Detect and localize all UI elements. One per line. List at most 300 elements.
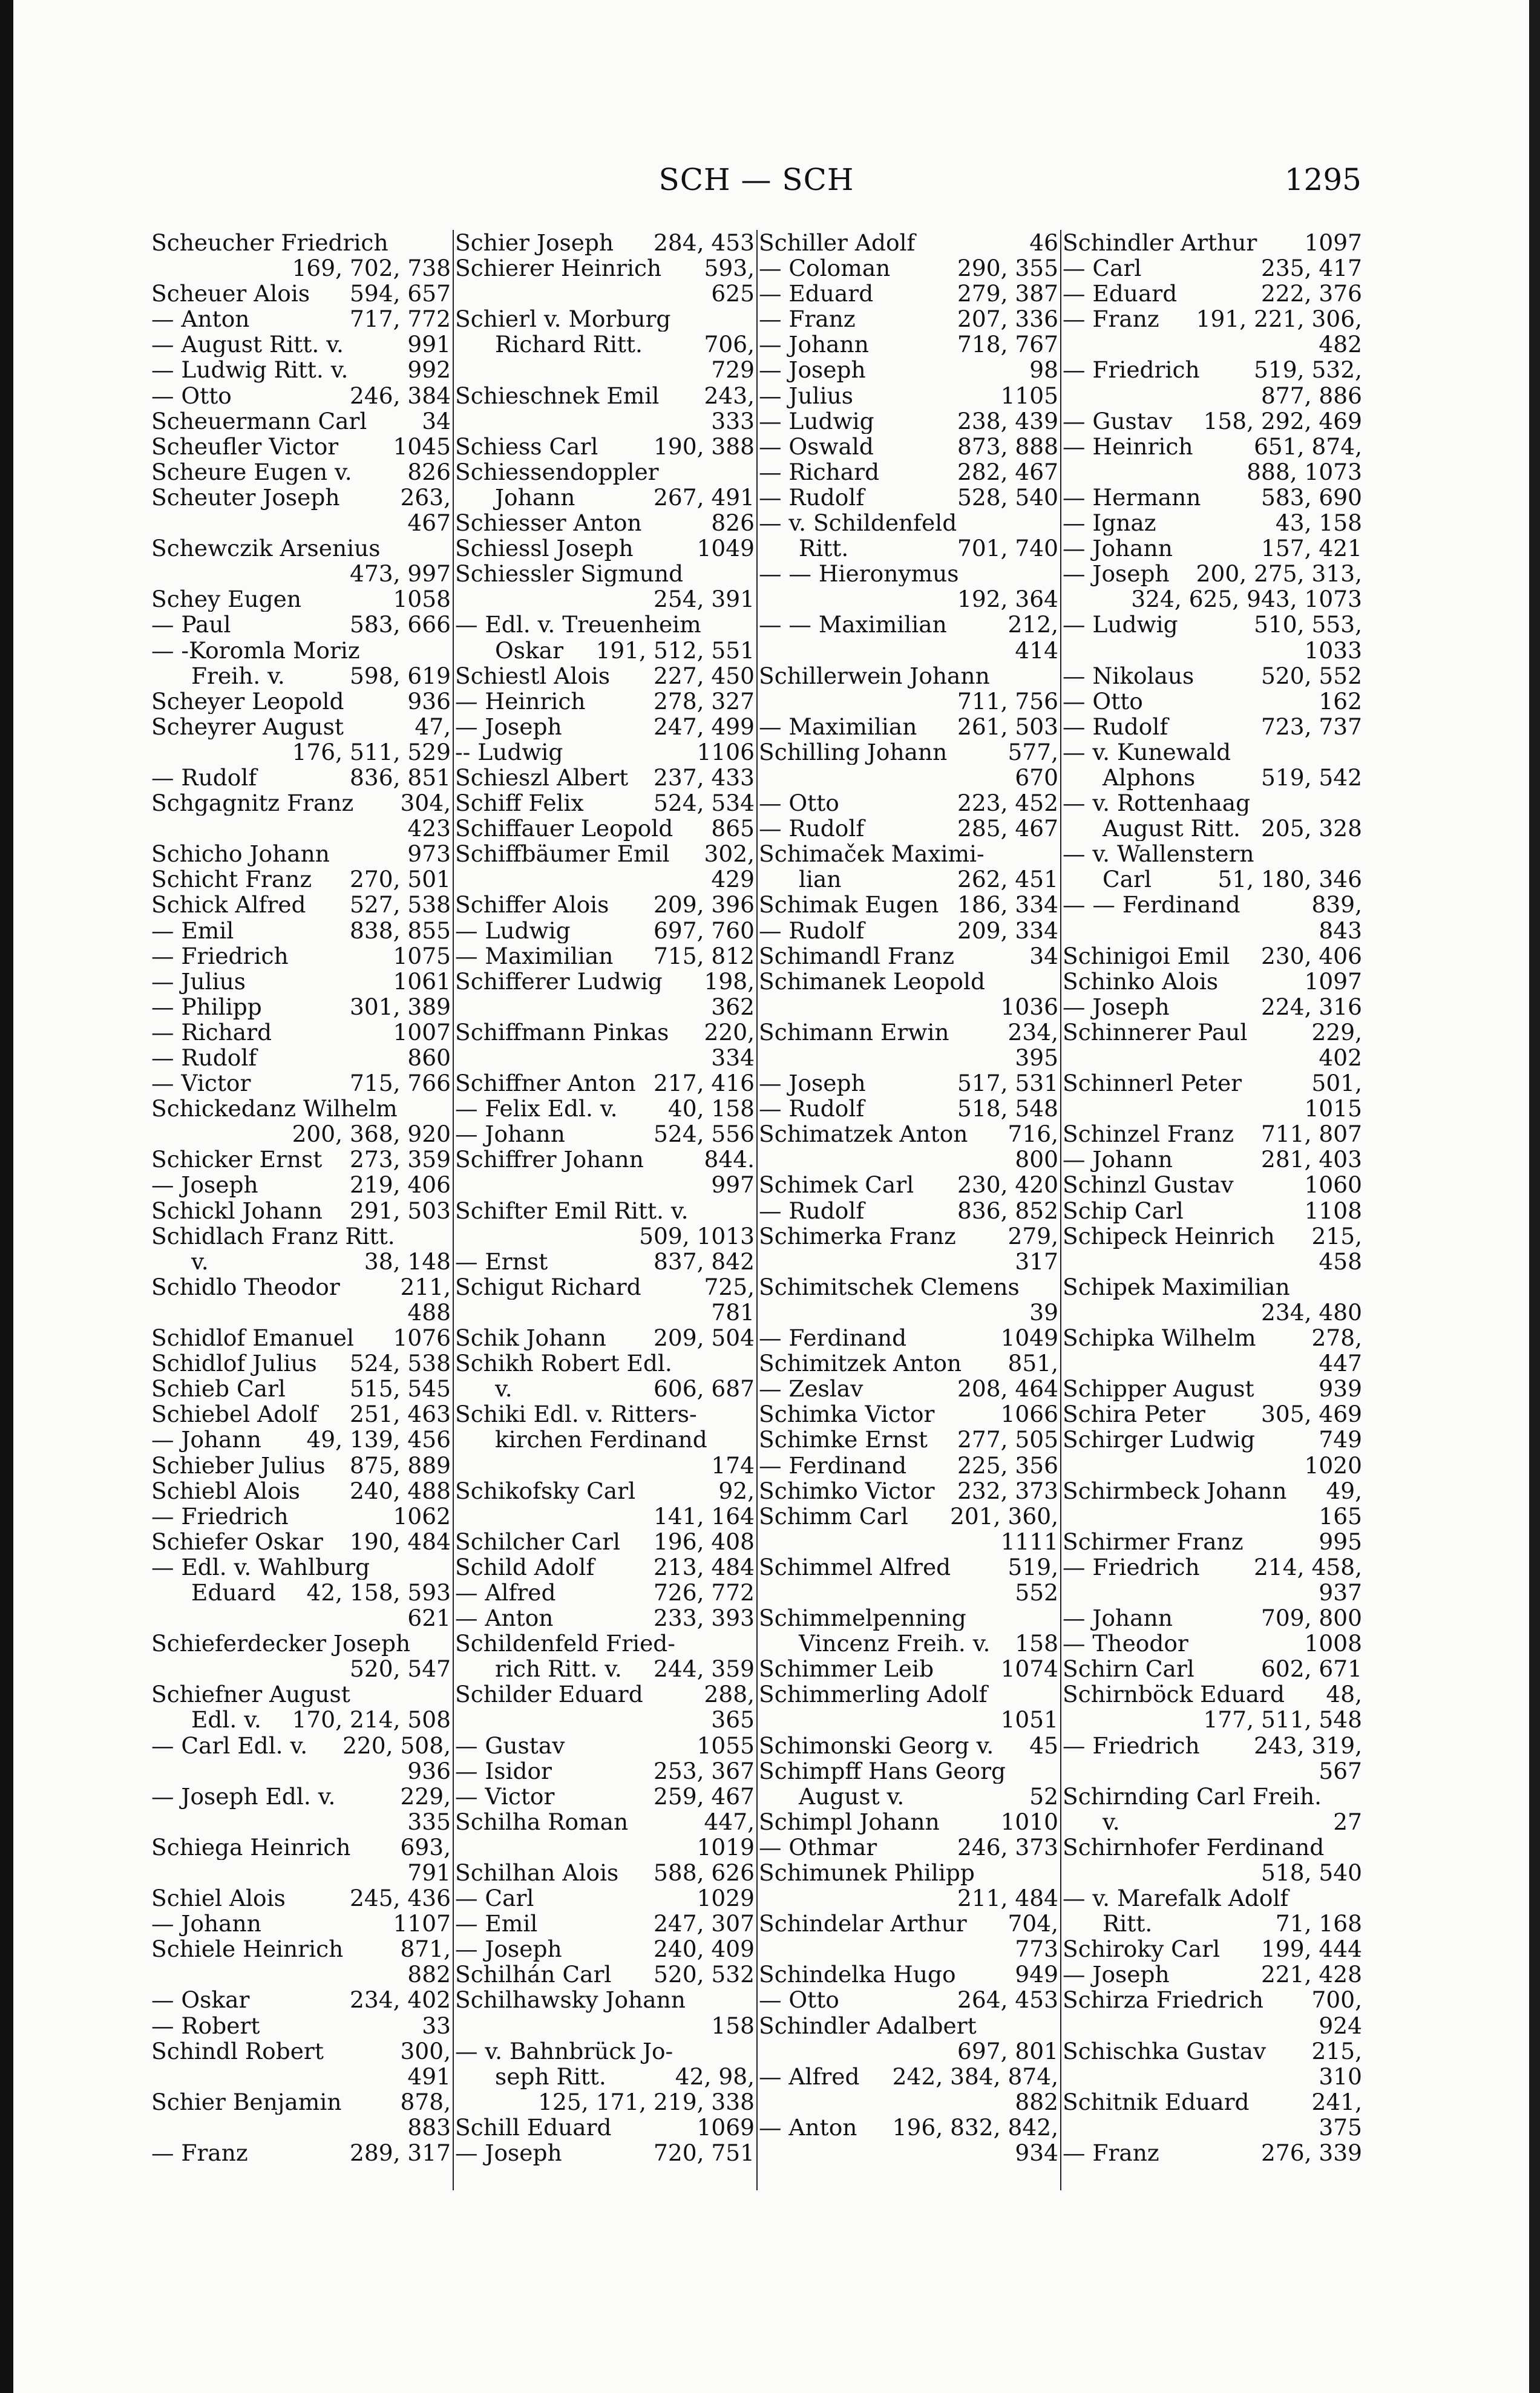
entry-name: — Joseph: [455, 713, 562, 739]
index-entry-line: [455, 689, 755, 714]
entry-name: — Theodor: [1063, 1631, 1188, 1657]
entry-page-refs: 773: [1015, 1936, 1058, 1962]
entry-page-refs: 717, 772: [350, 306, 451, 332]
entry-name: Schip Carl: [1063, 1197, 1184, 1223]
entry-page-refs: 205, 328: [1261, 816, 1362, 842]
index-entry-line: [151, 790, 451, 816]
index-entry-line: [151, 434, 451, 459]
scan-right-edge: [1529, 0, 1540, 2393]
entry-page-refs: 215,: [1311, 2038, 1362, 2064]
index-entry-line: [151, 1936, 451, 1962]
entry-name: Schinko Alois: [1063, 968, 1219, 994]
entry-name: — Johann: [455, 1121, 565, 1147]
entry-page-refs: 709, 800: [1261, 1605, 1362, 1631]
entry-name: — Rudolf: [759, 917, 865, 943]
entry-page-refs: 267, 491: [654, 484, 755, 511]
index-entry-line: [455, 1427, 755, 1452]
entry-page-refs: 1049: [696, 535, 755, 561]
index-entry-line: [455, 1478, 755, 1504]
entry-page-refs: 141, 164: [654, 1503, 755, 1529]
entry-name: — Emil: [455, 1911, 538, 1937]
entry-page-refs: 883: [407, 2114, 451, 2141]
entry-page-refs: 519,: [1008, 1554, 1058, 1580]
entry-page-refs: 781: [711, 1299, 755, 1326]
index-entry-line: [151, 1020, 451, 1045]
entry-page-refs: 1020: [1304, 1452, 1362, 1478]
entry-page-refs: 38, 148: [364, 1248, 451, 1274]
index-entry-line: [1063, 1121, 1362, 1147]
index-entry-line: [151, 561, 451, 586]
entry-page-refs: 1076: [393, 1325, 451, 1351]
entry-name: — Gustav: [1063, 408, 1173, 434]
index-entry-line: [1063, 1809, 1362, 1835]
index-entry-line: [759, 1478, 1058, 1504]
entry-name: Schiele Heinrich: [151, 1936, 344, 1962]
entry-page-refs: 395: [1015, 1045, 1058, 1071]
column-divider: [453, 230, 454, 2190]
entry-name: — Paul: [151, 612, 231, 638]
entry-page-refs: 800: [1015, 1147, 1058, 1173]
index-column-4: [1063, 230, 1362, 2190]
entry-page-refs: 882: [407, 1962, 451, 1988]
index-entry-line: [455, 1045, 755, 1070]
entry-name: — Otto: [759, 1987, 839, 2013]
index-entry-line: [455, 1274, 755, 1300]
index-entry-line: [1063, 1987, 1362, 2012]
index-entry-line: [759, 1401, 1058, 1427]
entry-name: Schischka Gustav: [1063, 2038, 1266, 2064]
entry-page-refs: 263,: [400, 484, 451, 511]
entry-page-refs: 447: [1319, 1350, 1362, 1377]
entry-name: — Franz: [1063, 306, 1159, 332]
entry-name: Alphons: [1103, 764, 1196, 791]
entry-page-refs: 230, 420: [957, 1172, 1058, 1198]
entry-name: Schill Eduard: [455, 2114, 612, 2141]
index-entry-line: [759, 535, 1058, 561]
entry-name: Schieferdecker Joseph: [151, 1631, 411, 1657]
index-entry-line: [759, 306, 1058, 332]
index-entry-line: [1063, 1656, 1362, 1681]
index-entry-line: [455, 1681, 755, 1707]
entry-name: Schinzl Gustav: [1063, 1172, 1234, 1198]
entry-page-refs: 281, 403: [1261, 1147, 1362, 1173]
entry-name: Johann: [495, 484, 575, 511]
entry-name: Schimmel Alfred: [759, 1554, 951, 1580]
entry-name: Schiffbäumer Emil: [455, 841, 670, 867]
index-entry-line: [1063, 663, 1362, 689]
entry-page-refs: 501,: [1311, 1070, 1362, 1096]
entry-name: — Johann: [1063, 1605, 1173, 1631]
index-entry-line: [1063, 2140, 1362, 2165]
entry-page-refs: 190, 388: [654, 433, 755, 459]
entry-page-refs: 229,: [400, 1783, 451, 1809]
entry-page-refs: 520, 532: [654, 1962, 755, 1988]
page-header: [151, 162, 1361, 205]
entry-page-refs: 224, 316: [1261, 994, 1362, 1020]
entry-name: Scheyrer August: [151, 713, 344, 739]
entry-page-refs: 1036: [1000, 994, 1058, 1020]
entry-name: Schimpl Johann: [759, 1809, 940, 1835]
entry-page-refs: 697, 760: [654, 917, 755, 943]
entry-name: Schirnding Carl Freih.: [1063, 1783, 1322, 1809]
entry-name: Schipek Maximilian: [1063, 1274, 1290, 1300]
entry-name: — Philipp: [151, 994, 262, 1020]
entry-name: Schimandl Franz: [759, 943, 955, 969]
index-entry-line: [1063, 1529, 1362, 1554]
index-entry-line: [1063, 1096, 1362, 1121]
entry-name: — Johann: [1063, 1147, 1173, 1173]
entry-name: Schindler Arthur: [1063, 230, 1257, 256]
entry-name: — Edl. v. Wahlburg: [151, 1554, 370, 1580]
index-entry-line: [455, 1809, 755, 1835]
index-entry-line: [455, 586, 755, 612]
entry-name: Schilhan Alois: [455, 1860, 619, 1886]
index-entry-line: [455, 230, 755, 255]
index-entry-line: [759, 612, 1058, 637]
entry-page-refs: 240, 409: [654, 1936, 755, 1962]
index-entry-line: [1063, 714, 1362, 739]
index-entry-line: [455, 1554, 755, 1580]
entry-name: Schifter Emil Ritt. v.: [455, 1197, 689, 1223]
index-entry-line: [759, 1758, 1058, 1784]
index-entry-line: [759, 357, 1058, 382]
entry-name: — Franz: [151, 2140, 248, 2166]
entry-name: — Johann: [151, 1911, 261, 1937]
entry-name: Freih. v.: [191, 663, 285, 689]
index-column-3: [759, 230, 1058, 2190]
entry-name: — v. Kunewald: [1063, 739, 1231, 765]
index-entry-line: [455, 2115, 755, 2140]
index-entry-line: [455, 790, 755, 816]
entry-name: Schimm Carl: [759, 1503, 908, 1529]
index-entry-line: [455, 1860, 755, 1885]
index-entry-line: [1063, 255, 1362, 281]
index-entry-line: [759, 663, 1058, 689]
entry-name: Schitnik Eduard: [1063, 2089, 1250, 2115]
index-entry-line: [151, 969, 451, 994]
index-entry-line: [151, 383, 451, 408]
entry-page-refs: 192, 364: [957, 586, 1058, 612]
entry-name: Schindl Robert: [151, 2038, 324, 2064]
entry-name: — Anton: [455, 1605, 554, 1631]
index-entry-line: [759, 943, 1058, 969]
entry-name: — Franz: [759, 306, 856, 332]
entry-name: — Victor: [455, 1783, 555, 1809]
index-entry-line: [759, 969, 1058, 994]
index-entry-line: [759, 1784, 1058, 1809]
entry-page-refs: 246, 384: [350, 382, 451, 408]
entry-name: Schimerka Franz: [759, 1223, 956, 1249]
entry-name: — Friedrich: [1063, 357, 1200, 383]
index-entry-line: [1063, 1707, 1362, 1732]
entry-page-refs: 98: [1029, 357, 1058, 383]
entry-name: — Robert: [151, 2012, 260, 2038]
entry-page-refs: 1007: [393, 1019, 451, 1045]
entry-name: Schilcher Carl: [455, 1528, 620, 1554]
entry-page-refs: 253, 367: [654, 1758, 755, 1784]
entry-name: Schier Joseph: [455, 230, 614, 256]
entry-page-refs: 588, 626: [654, 1860, 755, 1886]
index-entry-line: [455, 1121, 755, 1147]
entry-name: — Anton: [759, 2114, 857, 2141]
entry-name: Schiefer Oskar: [151, 1528, 323, 1554]
index-entry-line: [151, 281, 451, 306]
entry-page-refs: 282, 467: [957, 459, 1058, 485]
entry-name: — Joseph: [455, 1936, 562, 1962]
index-entry-line: [1063, 1936, 1362, 1962]
entry-page-refs: 700,: [1311, 1987, 1362, 2013]
entry-name: Schimka Victor: [759, 1401, 935, 1427]
entry-page-refs: 158: [711, 2012, 755, 2038]
index-entry-line: [455, 663, 755, 689]
entry-page-refs: 697, 801: [957, 2038, 1058, 2064]
index-entry-line: [1063, 510, 1362, 535]
entry-name: — Maximilian: [759, 713, 917, 739]
index-entry-line: [151, 816, 451, 841]
index-entry-line: [1063, 1223, 1362, 1249]
entry-name: -- Ludwig: [455, 739, 563, 765]
index-entry-line: [151, 1223, 451, 1249]
index-entry-line: [151, 1784, 451, 1809]
index-entry-line: [455, 2038, 755, 2064]
entry-name: — Heinrich: [1063, 433, 1193, 459]
entry-page-refs: 865: [711, 816, 755, 842]
entry-page-refs: 201, 360,: [950, 1503, 1058, 1529]
entry-name: Schiefner August: [151, 1681, 350, 1707]
index-entry-line: [151, 1656, 451, 1681]
entry-page-refs: 509, 1013: [639, 1223, 755, 1249]
entry-page-refs: 214, 458,: [1254, 1554, 1362, 1580]
entry-name: Schinnerl Peter: [1063, 1070, 1242, 1096]
index-entry-line: [759, 485, 1058, 510]
entry-name: — Ernst: [455, 1248, 548, 1274]
entry-page-refs: 237, 433: [654, 764, 755, 791]
entry-name: — Otto: [151, 382, 232, 408]
entry-name: Schier Benjamin: [151, 2089, 342, 2115]
entry-page-refs: 234,: [1008, 1019, 1058, 1045]
entry-page-refs: 45: [1029, 1732, 1058, 1758]
entry-name: — Friedrich: [151, 943, 289, 969]
index-entry-line: [1063, 1198, 1362, 1223]
entry-page-refs: 335: [407, 1809, 451, 1835]
entry-name: — Rudolf: [151, 1045, 257, 1071]
index-entry-line: [455, 1580, 755, 1605]
entry-page-refs: 1062: [393, 1503, 451, 1529]
entry-page-refs: 625: [711, 281, 755, 307]
index-entry-line: [759, 1376, 1058, 1401]
entry-page-refs: 836, 852: [957, 1197, 1058, 1223]
entry-name: Schipeck Heinrich: [1063, 1223, 1275, 1249]
index-entry-line: [151, 943, 451, 969]
entry-page-refs: 225, 356: [957, 1452, 1058, 1478]
index-entry-line: [1063, 586, 1362, 612]
entry-page-refs: 302,: [704, 841, 755, 867]
entry-name: — Othmar: [759, 1834, 877, 1860]
index-entry-line: [455, 816, 755, 841]
entry-name: — Richard: [151, 1019, 272, 1045]
entry-name: Scheufler Victor: [151, 433, 339, 459]
entry-name: — Friedrich: [151, 1503, 289, 1529]
index-entry-line: [151, 1453, 451, 1478]
index-entry-line: [455, 2140, 755, 2165]
index-entry-line: [1063, 230, 1362, 255]
entry-page-refs: 423: [407, 816, 451, 842]
entry-page-refs: 317: [1015, 1248, 1058, 1274]
entry-name: Schild Adolf: [455, 1554, 595, 1580]
index-entry-line: [1063, 1784, 1362, 1809]
entry-page-refs: 749: [1319, 1427, 1362, 1453]
index-entry-line: [759, 739, 1058, 765]
index-entry-line: [151, 1962, 451, 1987]
entry-page-refs: 1105: [1000, 382, 1058, 408]
entry-page-refs: 1108: [1304, 1197, 1362, 1223]
index-entry-line: [759, 510, 1058, 535]
index-entry-line: [759, 1860, 1058, 1885]
entry-name: Schirmer Franz: [1063, 1528, 1243, 1554]
entry-name: Schiessler Sigmund: [455, 561, 684, 587]
index-entry-line: [1063, 1350, 1362, 1376]
entry-name: Schieber Julius: [151, 1452, 326, 1478]
entry-page-refs: 992: [407, 357, 451, 383]
entry-page-refs: 200, 275, 313,: [1196, 561, 1362, 587]
index-entry-line: [151, 689, 451, 714]
entry-page-refs: 230, 406: [1261, 943, 1362, 969]
index-entry-line: [1063, 689, 1362, 714]
entry-name: Schiess Carl: [455, 433, 598, 459]
entry-name: Schindelka Hugo: [759, 1962, 956, 1988]
index-entry-line: [1063, 1376, 1362, 1401]
entry-name: — Joseph Edl. v.: [151, 1783, 336, 1809]
index-entry-line: [1063, 485, 1362, 510]
entry-page-refs: 240, 488: [350, 1478, 451, 1504]
entry-page-refs: 606, 687: [654, 1376, 755, 1402]
entry-page-refs: 1010: [1000, 1809, 1058, 1835]
entry-page-refs: 873, 888: [957, 433, 1058, 459]
entry-name: — August Ritt. v.: [151, 332, 344, 358]
entry-name: — Franz: [1063, 2140, 1159, 2166]
index-entry-line: [151, 841, 451, 866]
entry-page-refs: 726, 772: [654, 1579, 755, 1606]
entry-name: — Eduard: [759, 281, 874, 307]
index-entry-line: [759, 1070, 1058, 1096]
entry-name: Schira Peter: [1063, 1401, 1205, 1427]
index-entry-line: [151, 1631, 451, 1656]
entry-name: Edl. v.: [191, 1707, 261, 1733]
index-entry-line: [1063, 2038, 1362, 2064]
index-entry-line: [759, 1707, 1058, 1732]
entry-name: Schirnböck Eduard: [1063, 1681, 1285, 1707]
entry-page-refs: 46: [1029, 230, 1058, 256]
entry-name: — Friedrich: [1063, 1554, 1200, 1580]
index-entry-line: [151, 485, 451, 510]
index-entry-line: [455, 1758, 755, 1784]
entry-page-refs: 524, 556: [654, 1121, 755, 1147]
index-entry-line: [455, 1249, 755, 1274]
entry-name: — Joseph: [759, 357, 866, 383]
entry-page-refs: 844.: [704, 1147, 755, 1173]
index-entry-line: [151, 638, 451, 663]
entry-name: — Joseph: [1063, 994, 1170, 1020]
index-entry-line: [759, 408, 1058, 434]
entry-name: Schigut Richard: [455, 1274, 641, 1300]
index-entry-line: [151, 357, 451, 382]
entry-name: Schimitschek Clemens: [759, 1274, 1020, 1300]
entry-page-refs: 190, 484: [350, 1528, 451, 1554]
entry-name: Schieschnek Emil: [455, 382, 660, 408]
entry-name: Schiki Edl. v. Ritters-: [455, 1401, 697, 1427]
entry-name: v.: [1103, 1809, 1120, 1835]
entry-name: — Hermann: [1063, 484, 1201, 511]
entry-name: — Johann: [151, 1427, 261, 1453]
entry-page-refs: 949: [1015, 1962, 1058, 1988]
index-entry-line: [455, 2064, 755, 2089]
entry-name: Schidlo Theodor: [151, 1274, 340, 1300]
entry-page-refs: 621: [407, 1605, 451, 1631]
entry-name: — — Maximilian: [759, 612, 947, 638]
index-entry-line: [151, 1835, 451, 1860]
index-entry-line: [455, 281, 755, 306]
entry-page-refs: 310: [1319, 2063, 1362, 2089]
index-entry-line: [151, 2038, 451, 2064]
entry-name: August Ritt.: [1103, 816, 1240, 842]
entry-page-refs: 290, 355: [957, 255, 1058, 281]
entry-name: Schimitzek Anton: [759, 1350, 962, 1377]
index-entry-line: [1063, 332, 1362, 357]
entry-page-refs: 212,: [1008, 612, 1058, 638]
entry-name: v.: [191, 1248, 209, 1274]
entry-name: — Anton: [151, 306, 250, 332]
index-entry-line: [455, 434, 755, 459]
entry-name: Schimek Carl: [759, 1172, 914, 1198]
entry-page-refs: 209, 334: [957, 917, 1058, 943]
index-entry-line: [151, 1758, 451, 1784]
entry-page-refs: 704,: [1008, 1911, 1058, 1937]
entry-page-refs: 670: [1015, 764, 1058, 791]
entry-name: Schinnerer Paul: [1063, 1019, 1248, 1045]
index-column-1: [151, 230, 451, 2190]
entry-page-refs: 715, 766: [350, 1070, 451, 1096]
index-entry-line: [759, 561, 1058, 586]
entry-page-refs: 34: [1029, 943, 1058, 969]
entry-name: Schimann Erwin: [759, 1019, 949, 1045]
entry-page-refs: 209, 396: [654, 892, 755, 918]
index-entry-line: [455, 1707, 755, 1732]
entry-name: Schillerwein Johann: [759, 663, 990, 689]
entry-page-refs: 291, 503: [350, 1197, 451, 1223]
index-entry-line: [759, 714, 1058, 739]
entry-name: Eduard: [191, 1579, 276, 1606]
entry-page-refs: 838, 855: [350, 917, 451, 943]
index-entry-line: [151, 714, 451, 739]
index-entry-line: [151, 306, 451, 332]
entry-page-refs: 924: [1319, 2012, 1362, 2038]
entry-page-refs: 234, 402: [350, 1987, 451, 2013]
entry-page-refs: 936: [407, 1758, 451, 1784]
index-entry-line: [1063, 357, 1362, 382]
index-entry-line: [759, 1300, 1058, 1325]
entry-name: — Julius: [151, 968, 246, 994]
entry-page-refs: 220, 508,: [342, 1732, 451, 1758]
index-entry-line: [151, 1707, 451, 1732]
index-entry-line: [759, 1274, 1058, 1300]
entry-name: seph Ritt.: [495, 2063, 606, 2089]
entry-name: — Otto: [759, 790, 839, 816]
entry-page-refs: 125, 171, 219, 338: [538, 2089, 755, 2115]
index-entry-line: [151, 2013, 451, 2038]
index-entry-line: [455, 1529, 755, 1554]
entry-name: Carl: [1103, 866, 1152, 892]
entry-page-refs: 264, 453: [957, 1987, 1058, 2013]
